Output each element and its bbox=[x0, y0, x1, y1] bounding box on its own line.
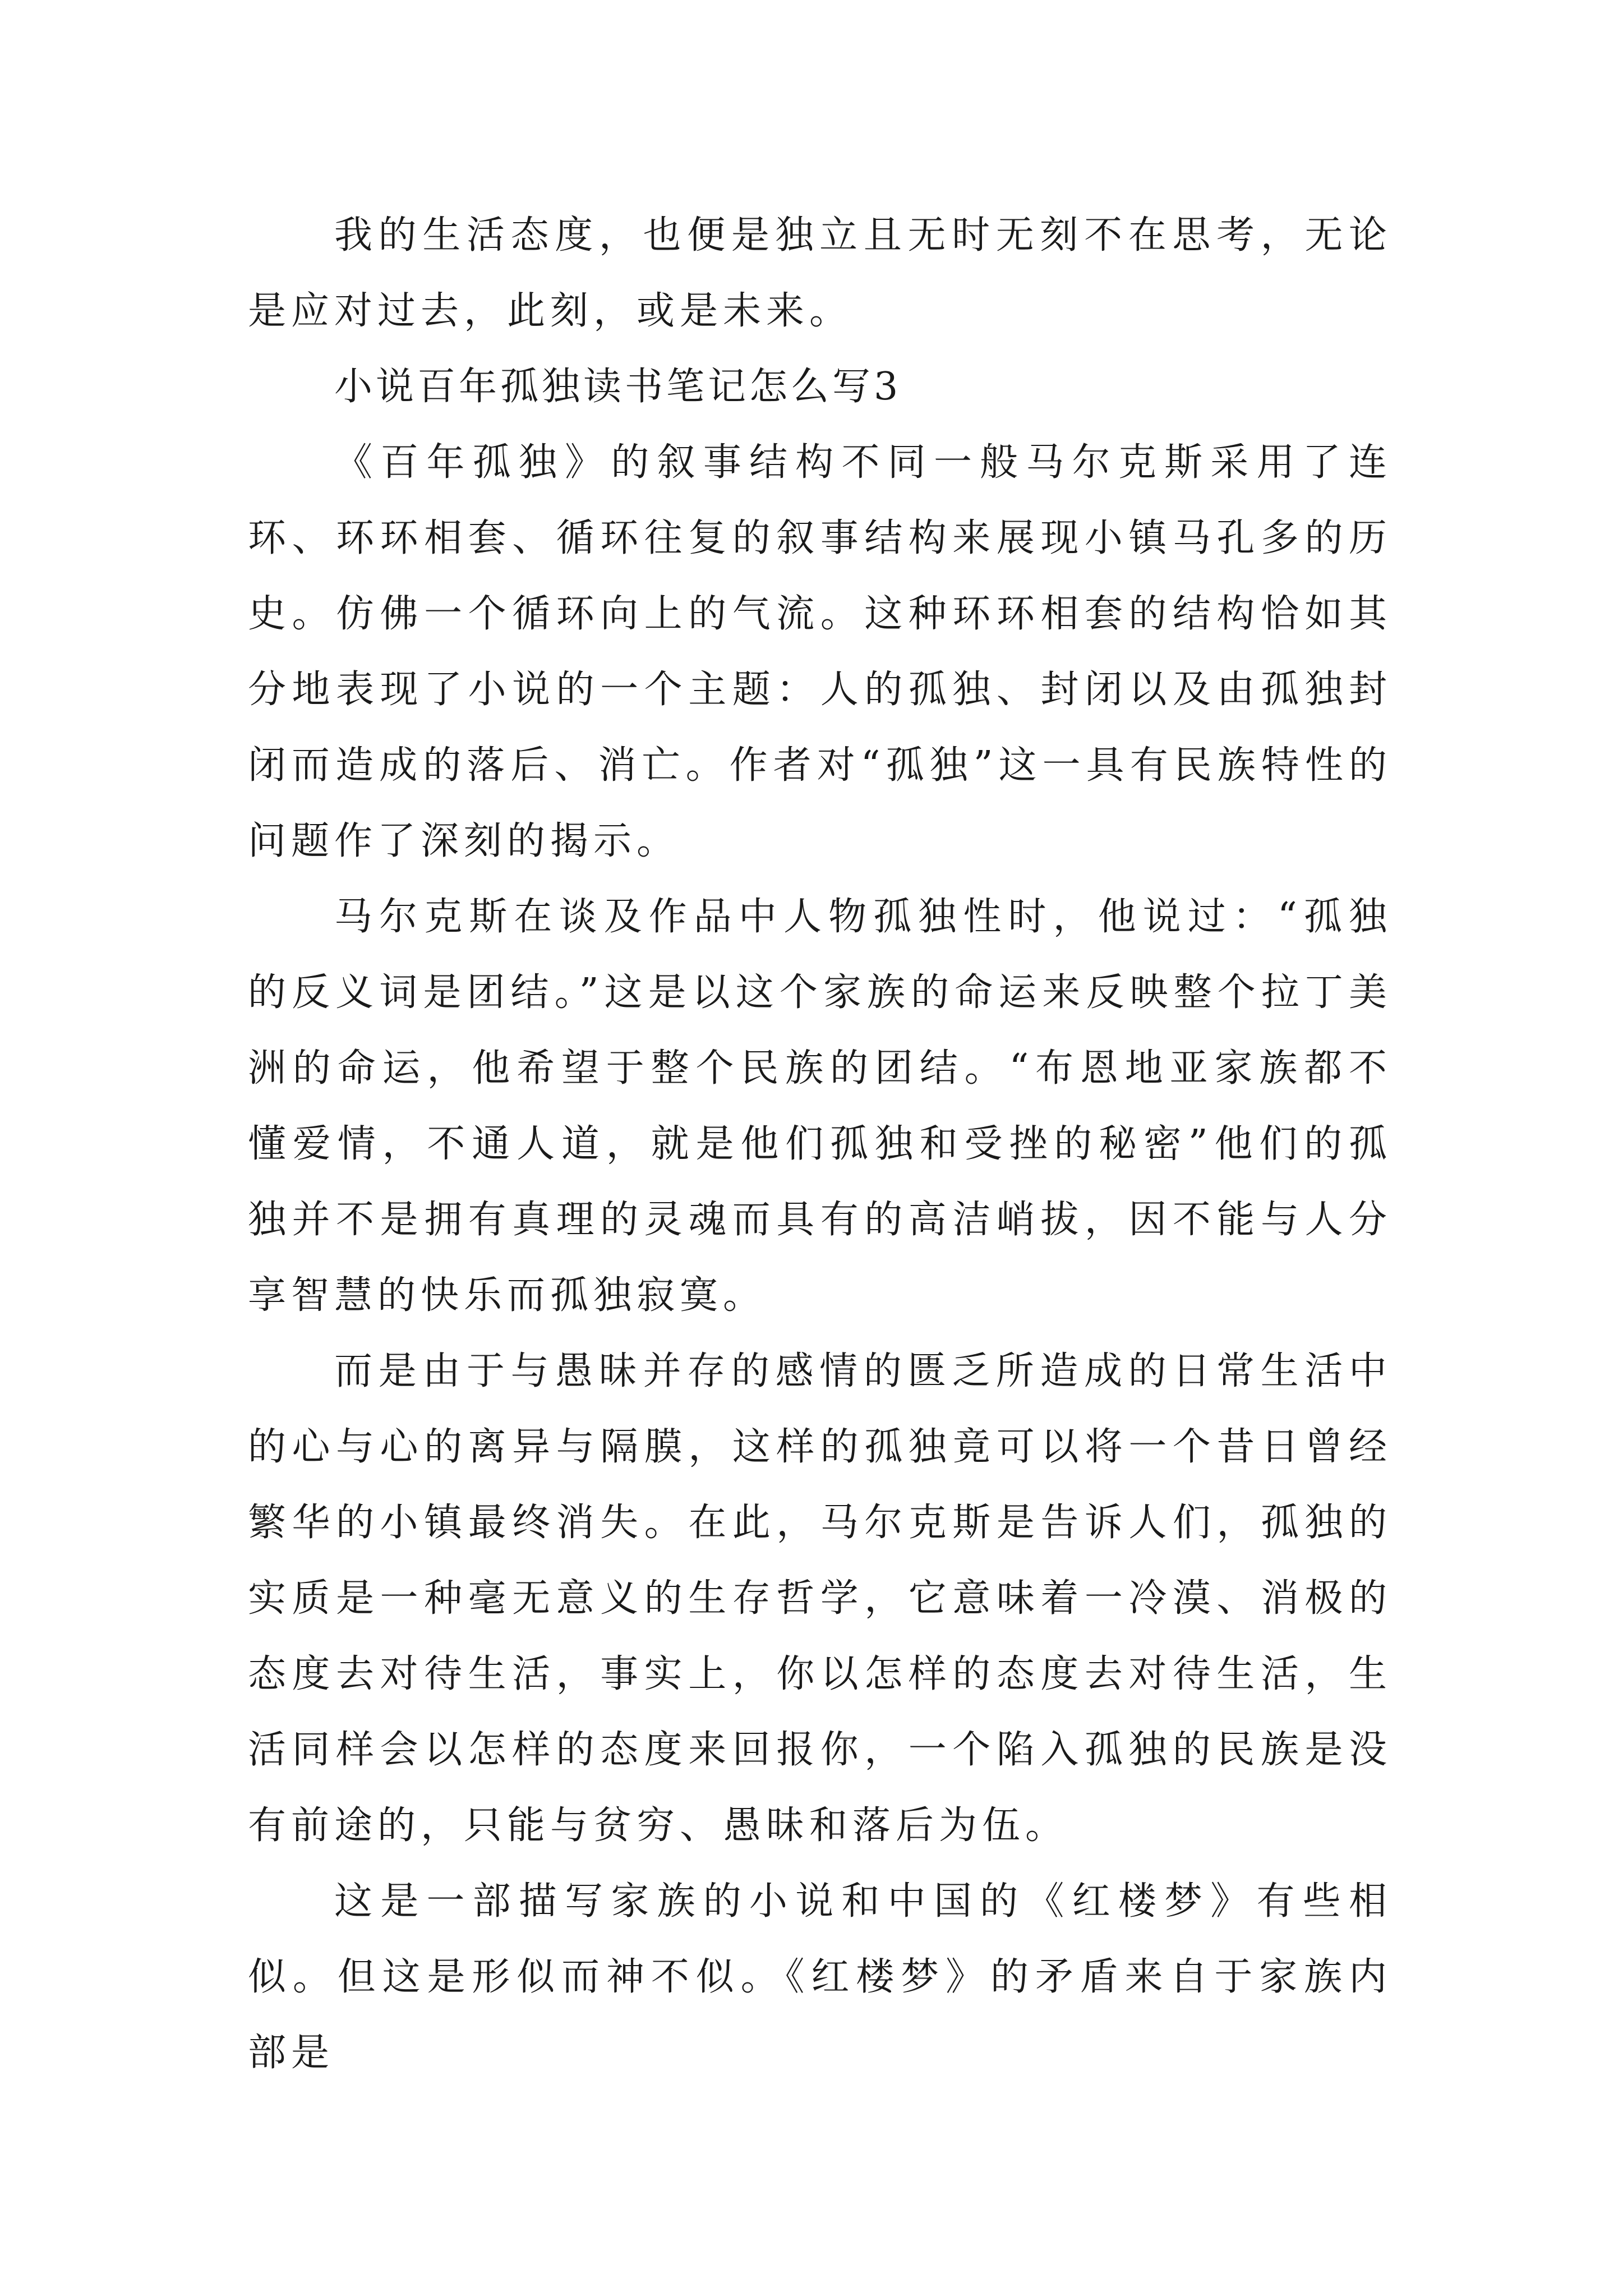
paragraph-narrative-structure: 《百年孤独》的叙事结构不同一般马尔克斯采用了连环、环环相套、循环往复的叙事结构来展现小镇马孔多的历史。仿佛一个循环向上的气流。这种环环相套的结构恰如其分地表现了小说的一个主题：人的孤独、封闭以及由孤独封闭而造成的落后、消亡。作者对“孤独”这一具有民族特性的问题作了深刻的揭示。 bbox=[248, 440, 1392, 863]
section-heading: 小说百年孤独读书笔记怎么写3 bbox=[334, 365, 902, 409]
paragraph-red-chamber-comparison: 这是一部描写家族的小说和中国的《红楼梦》有些相似。但这是形似而神不似。《红楼梦》的矛盾来自于家族内部是 bbox=[248, 1879, 1392, 2075]
paragraph-solitude-opposite: 马尔克斯在谈及作品中人物孤独性时，他说过：“孤独的反义词是团结。”这是以这个家族的命运来反映整个拉丁美洲的命运，他希望于整个民族的团结。“布恩地亚家族都不懂爱情，不通人道，就是他们孤独和受挫的秘密”他们的孤独并不是拥有真理的灵魂而具有的高洁峭拔，因不能与人分享智慧的快乐而孤独寂寞。 bbox=[248, 895, 1392, 1318]
paragraph-emotional-lack: 而是由于与愚昧并存的感情的匮乏所造成的日常生活中的心与心的离异与隔膜，这样的孤独竟可以将一个昔日曾经繁华的小镇最终消失。在此，马尔克斯是告诉人们，孤独的实质是一种毫无意义的生存哲学，它意味着一冷漠、消极的态度去对待生活，事实上，你以怎样的态度去对待生活，生活同样会以怎样的态度来回报你，一个陷入孤独的民族是没有前途的，只能与贫穷、愚昧和落后为伍。 bbox=[248, 1349, 1392, 1848]
paragraph-life-attitude: 我的生活态度，也便是独立且无时无刻不在思考，无论是应对过去，此刻，或是未来。 bbox=[248, 213, 1392, 333]
document-body bbox=[248, 197, 1392, 2091]
